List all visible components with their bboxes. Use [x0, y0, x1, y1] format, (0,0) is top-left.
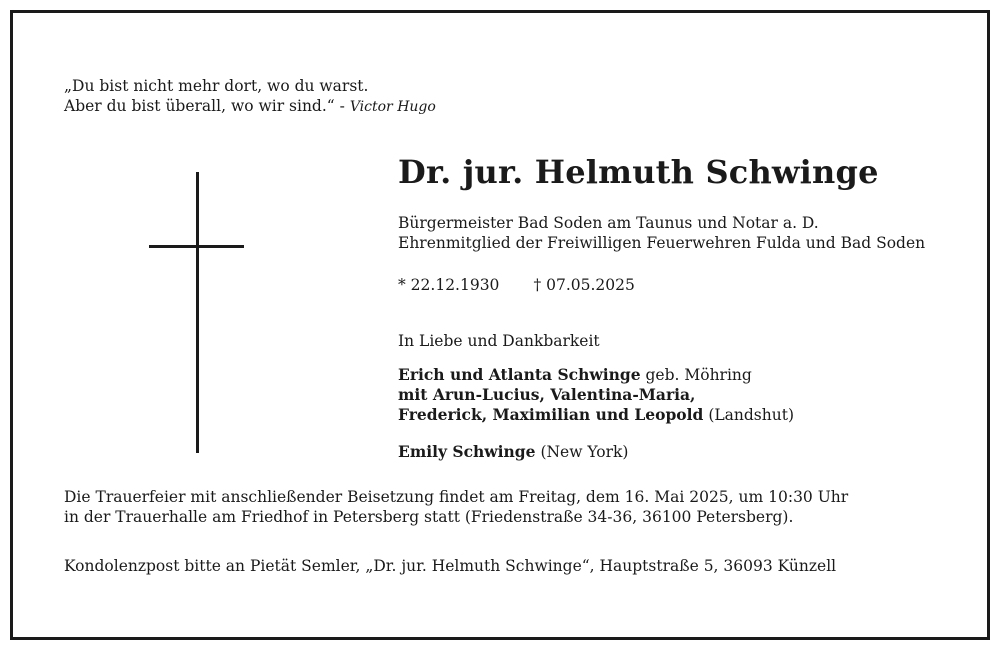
title-line-1: Bürgermeister Bad Soden am Taunus und Notar a. D.: [398, 214, 819, 232]
dedication: In Liebe und Dankbarkeit: [398, 332, 600, 350]
quote-line-1: „Du bist nicht mehr dort, wo du warst.: [64, 77, 369, 95]
death-date: † 07.05.2025: [533, 276, 635, 294]
ceremony-info: [64, 487, 848, 527]
mourners-line-1-note: geb. Möhring: [645, 366, 752, 384]
cross-icon-bar: [149, 245, 244, 248]
mourners-emily-name: Emily Schwinge: [398, 442, 536, 461]
mourners-line-2: [398, 385, 794, 405]
birth-date: * 22.12.1930: [398, 276, 500, 294]
quote-author: Victor Hugo: [349, 99, 436, 115]
mourners-emily: [398, 442, 628, 462]
life-dates: [398, 275, 635, 295]
condolence-address: Kondolenzpost bitte an Pietät Semler, „Dr. jur. Helmuth Schwinge“, Hauptstraße 5, 36093 Künzell: [64, 557, 837, 575]
title-line-2: Ehrenmitglied der Freiwilligen Feuerwehren Fulda und Bad Soden: [398, 234, 926, 252]
quote: [64, 76, 436, 117]
deceased-name: Dr. jur. Helmuth Schwinge: [398, 153, 879, 191]
mourners-emily-note: (New York): [540, 443, 629, 461]
mourners-line-3-note: (Landshut): [708, 406, 794, 424]
quote-line-2-text: Aber du bist überall, wo wir sind.“ -: [64, 97, 345, 115]
mourners-line-1-names: Erich und Atlanta Schwinge: [398, 365, 641, 384]
quote-line-2: [64, 96, 436, 117]
mourners-line-3: [398, 405, 794, 425]
deceased-titles: [398, 213, 925, 253]
mourners-line-3-names: Frederick, Maximilian und Leopold: [398, 405, 704, 424]
mourners: [398, 365, 794, 425]
mourners-line-1: [398, 365, 794, 385]
cross-icon: [196, 172, 199, 453]
ceremony-line-1: Die Trauerfeier mit anschließender Beisetzung findet am Freitag, dem 16. Mai 2025, um 10:30 Uhr: [64, 488, 849, 506]
mourners-line-2-names: mit Arun-Lucius, Valentina-Maria,: [398, 385, 696, 404]
ceremony-line-2: in der Trauerhalle am Friedhof in Petersberg statt (Friedenstraße 34-36, 36100 Petersberg).: [64, 508, 794, 526]
